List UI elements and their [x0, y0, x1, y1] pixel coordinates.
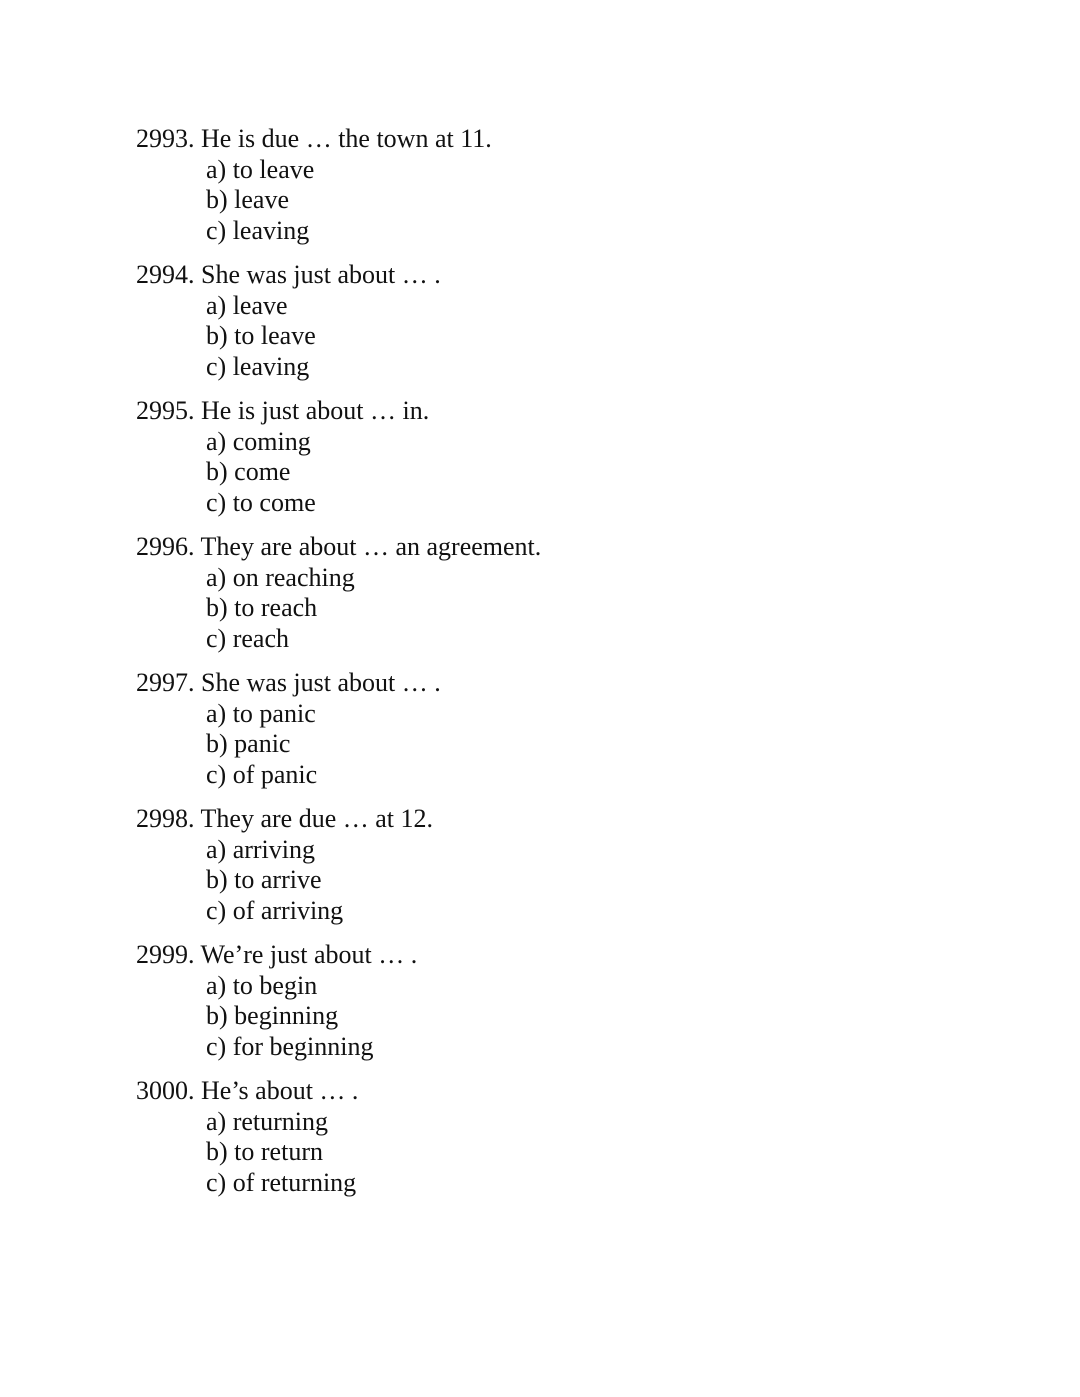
option-c — [136, 1032, 1036, 1063]
option-c — [136, 1168, 1036, 1199]
option-list — [136, 155, 1036, 247]
option-letter: c) — [206, 623, 227, 653]
option-letter: c) — [206, 215, 227, 245]
option-text: returning — [232, 1106, 329, 1136]
question-stem — [136, 260, 1036, 291]
question-number: 2998. — [136, 804, 195, 833]
option-text: beginning — [234, 1001, 339, 1030]
option-text: of panic — [232, 759, 318, 789]
question-number: 2993. — [136, 124, 195, 153]
question-stem — [136, 124, 1036, 155]
option-text: for beginning — [232, 1031, 374, 1061]
question-number: 2999. — [136, 940, 195, 969]
option-text: to leave — [234, 321, 316, 350]
document-page — [136, 124, 1036, 1212]
question-number: 2997. — [136, 668, 195, 697]
option-b — [136, 321, 1036, 352]
option-text: to leave — [232, 154, 315, 184]
option-a — [136, 427, 1036, 458]
question-text: He is just about … in. — [201, 396, 430, 425]
option-letter: a) — [206, 426, 227, 456]
option-b — [136, 457, 1036, 488]
option-b — [136, 185, 1036, 216]
option-letter: a) — [206, 698, 227, 728]
question-2994 — [136, 260, 1036, 382]
option-c — [136, 488, 1036, 519]
option-letter: a) — [206, 834, 227, 864]
option-list — [136, 291, 1036, 383]
option-a — [136, 699, 1036, 730]
option-text: to begin — [232, 970, 318, 1000]
option-letter: c) — [206, 351, 227, 381]
option-b — [136, 729, 1036, 760]
option-letter: b) — [206, 457, 228, 486]
option-letter: a) — [206, 290, 227, 320]
question-2996 — [136, 532, 1036, 654]
question-number: 3000. — [136, 1076, 195, 1105]
question-stem — [136, 1076, 1036, 1107]
option-letter: a) — [206, 1106, 227, 1136]
option-a — [136, 563, 1036, 594]
option-text: leave — [234, 185, 290, 214]
question-stem — [136, 396, 1036, 427]
option-text: on reaching — [232, 562, 355, 592]
option-letter: b) — [206, 865, 228, 894]
option-list — [136, 971, 1036, 1063]
option-letter: c) — [206, 759, 227, 789]
option-text: come — [234, 457, 291, 486]
option-text: leaving — [232, 351, 310, 381]
option-b — [136, 1001, 1036, 1032]
option-letter: a) — [206, 970, 227, 1000]
option-b — [136, 593, 1036, 624]
option-text: to return — [234, 1137, 323, 1166]
option-letter: b) — [206, 1001, 228, 1030]
option-text: leaving — [232, 215, 310, 245]
option-letter: a) — [206, 562, 227, 592]
question-2999 — [136, 940, 1036, 1062]
option-letter: b) — [206, 321, 228, 350]
question-2997 — [136, 668, 1036, 790]
option-c — [136, 624, 1036, 655]
question-number: 2995. — [136, 396, 195, 425]
question-text: He is due … the town at 11. — [201, 124, 492, 153]
question-text: He’s about … . — [201, 1076, 359, 1105]
question-2993 — [136, 124, 1036, 246]
option-b — [136, 1137, 1036, 1168]
option-a — [136, 1107, 1036, 1138]
question-stem — [136, 940, 1036, 971]
question-2995 — [136, 396, 1036, 518]
question-text: They are due … at 12. — [200, 804, 433, 833]
option-a — [136, 155, 1036, 186]
question-text: They are about … an agreement. — [200, 532, 542, 561]
option-letter: c) — [206, 895, 227, 925]
option-letter: a) — [206, 154, 227, 184]
option-text: panic — [234, 729, 291, 758]
option-text: reach — [232, 623, 289, 653]
question-text: She was just about … . — [201, 668, 441, 697]
option-letter: b) — [206, 593, 228, 622]
option-text: to arrive — [234, 865, 322, 894]
option-list — [136, 1107, 1036, 1199]
question-stem — [136, 804, 1036, 835]
option-a — [136, 291, 1036, 322]
option-list — [136, 563, 1036, 655]
option-c — [136, 896, 1036, 927]
option-letter: c) — [206, 1167, 227, 1197]
option-list — [136, 835, 1036, 927]
option-list — [136, 699, 1036, 791]
question-stem — [136, 532, 1036, 563]
question-stem — [136, 668, 1036, 699]
option-letter: b) — [206, 729, 228, 758]
question-text: She was just about … . — [201, 260, 441, 289]
option-text: of returning — [232, 1167, 357, 1197]
option-text: to reach — [234, 593, 318, 622]
option-text: to come — [232, 487, 316, 517]
option-a — [136, 835, 1036, 866]
question-number: 2996. — [136, 532, 195, 561]
option-c — [136, 760, 1036, 791]
option-c — [136, 352, 1036, 383]
question-2998 — [136, 804, 1036, 926]
question-number: 2994. — [136, 260, 195, 289]
option-a — [136, 971, 1036, 1002]
option-text: leave — [232, 290, 288, 320]
option-letter: b) — [206, 185, 228, 214]
option-letter: c) — [206, 487, 227, 517]
option-text: coming — [232, 426, 311, 456]
option-text: of arriving — [232, 895, 344, 925]
option-list — [136, 427, 1036, 519]
option-text: to panic — [232, 698, 316, 728]
question-3000 — [136, 1076, 1036, 1198]
question-text: We’re just about … . — [200, 940, 418, 969]
option-letter: b) — [206, 1137, 228, 1166]
option-b — [136, 865, 1036, 896]
option-letter: c) — [206, 1031, 227, 1061]
option-text: arriving — [232, 834, 316, 864]
option-c — [136, 216, 1036, 247]
